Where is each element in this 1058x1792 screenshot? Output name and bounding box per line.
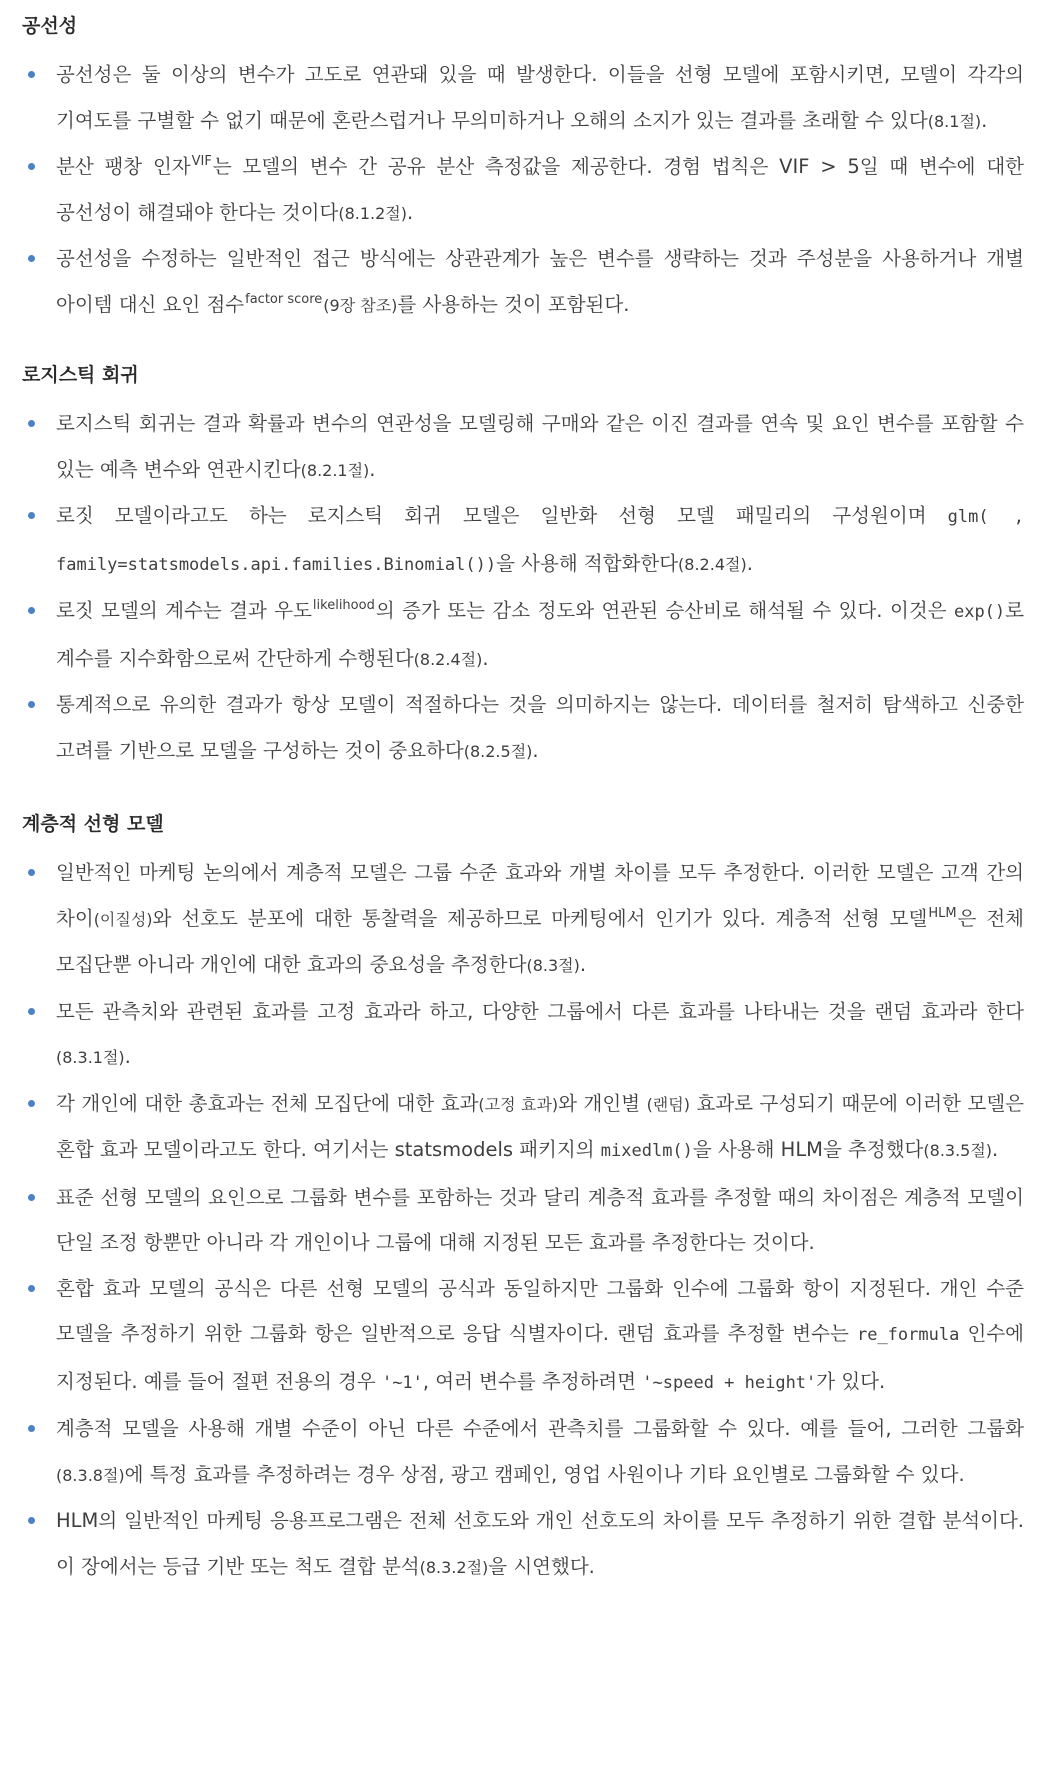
body-text: (랜덤) <box>646 1094 690 1114</box>
body-text: 에 특정 효과를 추정하려는 경우 상점, 광고 캠페인, 영업 사원이나 기타 요인별로 그룹화할 수 있다. <box>124 1462 965 1486</box>
code-text: mixedlm() <box>600 1141 693 1161</box>
body-text: 혼합 효과 모델의 공식은 다른 선형 모델의 공식과 동일하지만 그룹화 인수에 그룹화 항이 지정된다. 개인 수준 모델을 추정하기 위한 그룹화 항은 일반적으로 응답 식별자이다. 랜덤 효과를 추정할 변수는 <box>56 1276 1024 1345</box>
body-text: 공선성을 수정하는 일반적인 접근 방식에는 상관관계가 높은 변수를 생략하는 것과 주성분을 사용하거나 개별 아이템 대신 요인 점수 <box>56 247 1024 316</box>
bullet-item <box>22 989 1024 1081</box>
section-heading: 공선성 <box>22 15 78 37</box>
body-text: 계층적 모델을 사용해 개별 수준이 아닌 다른 수준에서 관측치를 그룹화할 수 있다. 예를 들어, 그러한 그룹화 <box>56 1417 1024 1440</box>
bullet-dot-icon <box>28 1517 35 1524</box>
section-reference: (8.3.5절) <box>923 1141 993 1160</box>
body-text: 로짓 모델이라고도 하는 로지스틱 회귀 모델은 일반화 선형 모델 패밀리의 구성원이며 <box>56 504 948 527</box>
bullet-item <box>22 1406 1024 1498</box>
bullet-dot-icon <box>28 163 35 170</box>
code-text: glm( , family=statsmodels.api.families.Binomial()) <box>56 507 1024 575</box>
bullet-dot-icon <box>28 1008 35 1015</box>
body-text: 일반적인 마케팅 논의에서 계층적 모델은 그룹 수준 효과와 개별 차이를 모두 추정한다. 이러한 모델은 고객 간의 차이 <box>56 861 1024 930</box>
section-reference: (8.1.2절) <box>338 203 407 223</box>
superscript-term: likelihood <box>312 598 375 613</box>
body-text: . <box>369 457 376 481</box>
bullet-dot-icon <box>28 255 35 262</box>
bullet-item <box>22 144 1024 236</box>
body-text: 분산 팽창 인자 <box>56 155 191 178</box>
bullet-list <box>22 850 1024 1590</box>
bullet-item <box>22 1175 1024 1266</box>
superscript-term: HLM <box>928 905 957 921</box>
summary-section <box>22 363 1024 774</box>
bullet-dot-icon <box>28 420 35 427</box>
bullet-dot-icon <box>28 869 35 876</box>
bullet-dot-icon <box>28 1285 35 1292</box>
body-text: 가 있다. <box>816 1369 886 1393</box>
body-text: HLM의 일반적인 마케팅 응용프로그램은 전체 선호도와 개인 선호도의 차이를 모두 추정하기 위한 결합 분석이다. 이 장에서는 등급 기반 또는 척도 결합 분석 <box>56 1509 1024 1578</box>
summary-section <box>22 812 1024 1590</box>
bullet-dot-icon <box>28 607 35 614</box>
bullet-item <box>22 1498 1024 1590</box>
bullet-item <box>22 588 1024 682</box>
body-text: 의 증가 또는 감소 정도와 연관된 승산비로 해석될 수 있다. 이것은 <box>375 599 954 622</box>
body-text: 는 모델의 변수 간 공유 분산 측정값을 제공한다. 경험 법칙은 VIF > 5일 때 변수에 대한 공선성이 해결돼야 한다는 것이다 <box>56 155 1024 224</box>
bullet-item <box>22 236 1024 328</box>
body-text: 와 개인별 <box>558 1091 647 1115</box>
code-text: re_formula <box>856 1325 960 1345</box>
section-reference: (8.3.8절) <box>56 1465 125 1485</box>
body-text: . <box>532 738 539 762</box>
bullet-item <box>22 850 1024 989</box>
body-text: 로짓 모델의 계수는 결과 우도 <box>56 599 312 622</box>
body-text: 와 선호도 분포에 대한 통찰력을 제공하므로 마케팅에서 인기가 있다. 계층적 선형 모델 <box>152 906 928 930</box>
body-text: 인수에 지정된다. 예를 들어 절편 전용의 경우 <box>56 1322 1024 1393</box>
bullet-item <box>22 1081 1024 1175</box>
body-text: . <box>746 551 753 575</box>
bullet-dot-icon <box>28 1100 35 1107</box>
bullet-item <box>22 682 1024 774</box>
body-text: . <box>992 1138 999 1161</box>
section-heading: 로지스틱 회귀 <box>22 364 139 386</box>
body-text: 을 사용해 적합화한다 <box>496 551 679 575</box>
summary-section <box>22 14 1024 328</box>
section-reference: (8.2.1절) <box>300 460 370 480</box>
body-text: (고정 효과) <box>478 1094 559 1114</box>
body-text: 로지스틱 회귀는 결과 확률과 변수의 연관성을 모델링해 구매와 같은 이진 결과를 연속 및 요인 변수를 포함할 수 있는 예측 변수와 연관시킨다 <box>56 412 1024 481</box>
body-text: 통계적으로 유의한 결과가 항상 모델이 적절하다는 것을 의미하지는 않는다. 데이터를 철저히 탐색하고 신중한 고려를 기반으로 모델을 구성하는 것이 중요하다 <box>56 693 1024 762</box>
bullet-item <box>22 52 1024 144</box>
body-text: 모든 관측치와 관련된 효과를 고정 효과라 하고, 다양한 그룹에서 다른 효과를 나타내는 것을 랜덤 효과라 한다 <box>56 999 1024 1023</box>
body-text: 을 시연했다. <box>488 1554 595 1578</box>
body-text: . <box>124 1045 131 1068</box>
section-reference: (8.3.2절) <box>419 1557 489 1577</box>
bullet-dot-icon <box>28 512 35 519</box>
body-text: 각 개인에 대한 총효과는 전체 모집단에 대한 효과 <box>56 1091 479 1115</box>
bullet-list <box>22 52 1024 328</box>
body-text: 공선성은 둘 이상의 변수가 고도로 연관돼 있을 때 발생한다. 이들을 선형 모델에 포함시키면, 모델이 각각의 기여도를 구별할 수 없기 때문에 혼란스럽거나 무의미하거나 오해의 소지가 있는 결과를 초래할 수 있다 <box>56 63 1024 132</box>
code-text: '~speed + height' <box>642 1372 817 1393</box>
section-reference: (8.2.4절) <box>678 554 747 574</box>
section-reference: (8.1절) <box>927 111 982 131</box>
section-heading: 계층적 선형 모델 <box>22 813 164 835</box>
body-text: . <box>406 200 414 224</box>
body-text: . <box>482 646 489 670</box>
body-text: . <box>579 953 587 976</box>
bullet-dot-icon <box>28 71 35 78</box>
bullet-dot-icon <box>28 701 35 708</box>
body-text: 표준 선형 모델의 요인으로 그룹화 변수를 포함하는 것과 달리 계층적 효과를 추정할 때의 차이점은 계층적 모델이 단일 조정 항뿐만 아니라 각 개인이나 그룹에 대해 지정된 모든 효과를 추정한다는 것이다. <box>56 1185 1024 1254</box>
body-text: 효과로 구성되기 때문에 이러한 모델은 혼합 효과 모델이라고도 한다. 여기서는 statsmodels 패키지의 <box>56 1091 1024 1161</box>
bullet-item <box>22 1266 1024 1407</box>
body-text: 로 계수를 지수화함으로써 간단하게 수행된다 <box>56 599 1024 670</box>
body-text: . <box>981 108 988 132</box>
body-text: (이질성) <box>93 909 153 929</box>
section-reference: (8.2.5절) <box>463 741 533 761</box>
section-reference: (8.3절) <box>526 956 580 975</box>
bullet-list <box>22 401 1024 774</box>
bullet-item <box>22 401 1024 493</box>
code-text: '~1' <box>381 1372 423 1393</box>
superscript-term: factor score <box>245 291 323 307</box>
bullet-dot-icon <box>28 1425 35 1432</box>
superscript-term: VIF <box>191 154 212 169</box>
body-text: 은 전체 모집단뿐 아니라 개인에 대한 효과의 중요성을 추정한다 <box>56 906 1024 976</box>
bullet-item <box>22 493 1024 588</box>
body-text: , 여러 변수를 추정하려면 <box>422 1369 643 1393</box>
section-reference: (8.3.1절) <box>56 1048 125 1067</box>
code-text: exp() <box>953 602 1006 622</box>
section-reference: (8.2.4절) <box>413 649 483 669</box>
body-text: 을 사용해 HLM을 추정했다 <box>692 1138 924 1161</box>
section-reference: (9장 참조) <box>323 295 398 315</box>
bullet-dot-icon <box>28 1194 35 1201</box>
body-text: 를 사용하는 것이 포함된다. <box>397 292 630 316</box>
